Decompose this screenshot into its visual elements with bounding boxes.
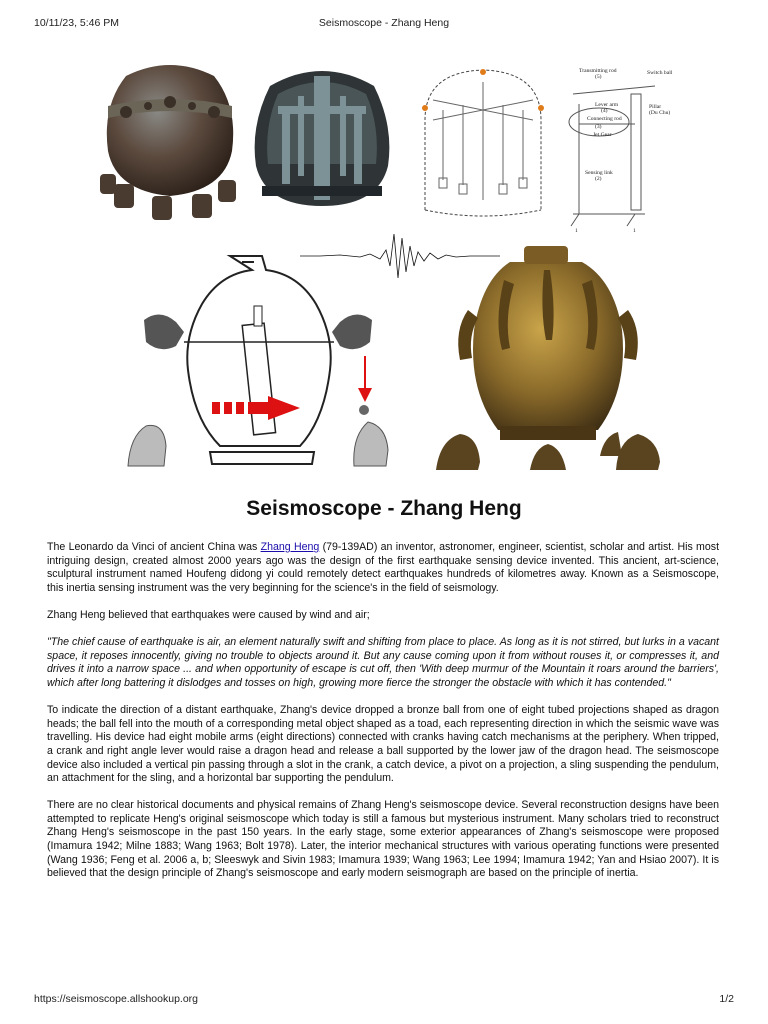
label-1-left: 1 bbox=[575, 228, 578, 234]
print-datetime: 10/11/23, 5:46 PM bbox=[34, 17, 120, 29]
label-switch-ball: Switch ball bbox=[647, 70, 673, 76]
label-1-right: 1 bbox=[633, 228, 636, 234]
label-3: (3) bbox=[595, 124, 602, 130]
print-url: https://seismoscope.allshookup.org bbox=[34, 993, 199, 1005]
labelled-mechanism-diagram bbox=[565, 64, 685, 234]
paragraph-intro: The Leonardo da Vinci of ancient China was Zhang Heng (79-139AD) an inventor, astronomer, engineer, scientist, scholar and artist. His most intriguing design, created almost 2000 years ago was the design of the first earthquake sensing device invented. This ancient, art-science, sculptural instrument named Houfeng didong yi could remotely detect earthquakes hundreds of kilometres away. Known as a Seismoscope, this inertia sensing instrument was the very beginning for the science's in the field of seismology. bbox=[47, 541, 720, 594]
article-body bbox=[47, 541, 719, 894]
label-du-chu: (Du Chu) bbox=[649, 110, 671, 116]
label-lever-arm: Lever arm bbox=[595, 102, 619, 108]
paragraph-reconstructions: There are no clear historical documents and physical remains of Zhang Heng's seismoscope device. Several reconstruction designs have been attempted to replicate Heng's original seismoscope which today is still a famous but mysterious instrument. Many scholars tried to reconstruct Zhang Heng's seismoscope in the past 150 years. In the early stage, some exterior appearances of Zhang's seismoscope were proposed (Imamura 1942; Milne 1883; Wang 1963; Bolt 1978). Later, the interior mechanical structures with various operating functions were presented (Wang 1936; Feng et al. 2006 a, b; Sleeswyk and Sivin 1983; Imamura 1939; Wang 1963; Lee 1994; Imamura 1942; Yan and Hsiao 2007). It is believed that the design principle of Zhang's seismoscope and early modern seismograph are based on the principle of inertia. bbox=[47, 799, 719, 880]
label-5: (5) bbox=[595, 74, 602, 80]
label-connecting-rod: Connecting rod bbox=[587, 116, 622, 122]
label-2: (2) bbox=[595, 176, 602, 182]
zhang-heng-link[interactable]: Zhang Heng bbox=[260, 541, 320, 553]
label-sensing-link: Sensing link bbox=[585, 170, 613, 176]
article-title: Seismoscope - Zhang Heng bbox=[246, 497, 522, 520]
paragraph-belief: Zhang Heng believed that earthquakes were caused by wind and air; bbox=[47, 608, 370, 621]
label-jet-gear: Jet Gear bbox=[593, 132, 612, 138]
paragraph-mechanism: To indicate the direction of a distant earthquake, Zhang's device dropped a bronze ball from one of eight tubed projections shaped as dragon heads; the ball fell into the mouth of a corresponding metal object shaped as a toad, each representing direction in which the seismic wave was travelling. His device had eight mobile arms (eight directions) connected with cranks having catch mechanisms at the periphery. When tripped, a crank and right angle lever would raise a dragon head and release a ball supported by the lower jaw of the dragon head. The seismoscope device also included a vertical pin passing through a slot in the crank, a catch device, a pivot on a projection, a sling suspending the pendulum, an attachment for the sling, and a horizontal bar supporting the pendulum. bbox=[47, 704, 719, 785]
seismoscope-cross-section-drawing bbox=[124, 250, 392, 476]
label-4: (4) bbox=[601, 108, 608, 114]
print-page-title: Seismoscope - Zhang Heng bbox=[318, 17, 450, 29]
label-pillar: Pillar bbox=[649, 104, 662, 110]
seismoscope-bronze-photo bbox=[96, 56, 244, 226]
seismoscope-replica-photo bbox=[430, 240, 666, 480]
seismoscope-interior-photo bbox=[248, 56, 396, 212]
print-page-number: 1/2 bbox=[719, 993, 734, 1005]
label-transmitting-rod: Transmitting rod bbox=[579, 68, 617, 74]
mechanism-schematic-drawing bbox=[403, 60, 563, 220]
paragraph-quote: "The chief cause of earthquake is air, an element naturally swift and shifting from place to place. As long as it is not stirred, but lurks in a vacant space, it reposes innocently, giving no trouble to objects around it. But any cause coming upon it from without rouses it, or compresses it, and drives it into a narrow space ... and when opportunity of escape is cut off, then 'With deep murmur of the Mountain it roars around the barriers', which after long battering it dislodges and tosses on high, growing more fierce the stronger the obstacle with which it has contended." bbox=[47, 636, 719, 689]
